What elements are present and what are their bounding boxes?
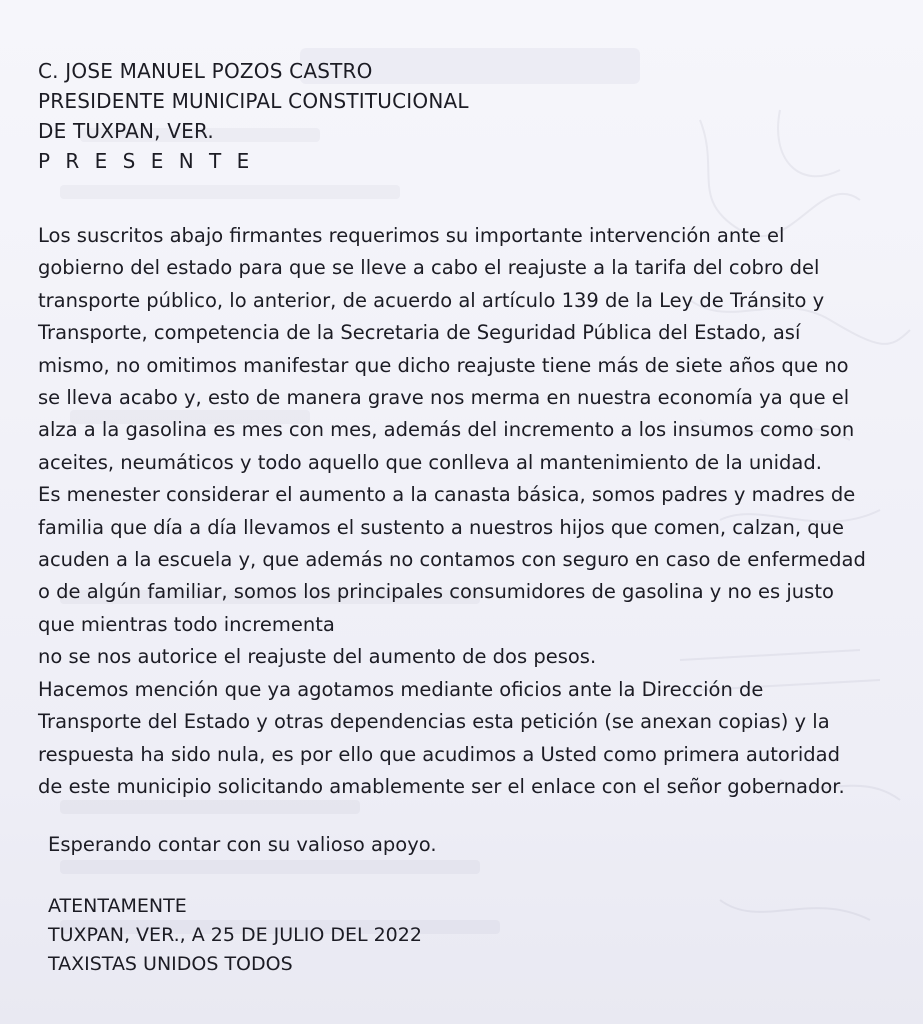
body-line: gobierno del estado para que se lleve a cabo el reajuste a la tarifa del cobro del	[38, 256, 820, 280]
addressee-location: DE TUXPAN, VER.	[38, 119, 214, 143]
greeting: P R E S E N T E	[38, 149, 254, 173]
body-line: aceites, neumáticos y todo aquello que conlleva al mantenimiento de la unidad.	[38, 450, 822, 474]
body-line: alza a la gasolina es mes con mes, además del incremento a los insumos como son	[38, 418, 855, 442]
body-line: transporte público, lo anterior, de acuerdo al artículo 139 de la Ley de Tránsito y	[38, 288, 825, 312]
body-line: Hacemos mención que ya agotamos mediante oficios ante la Dirección de	[38, 677, 764, 701]
body-line: Los suscritos abajo firmantes requerimos su importante intervención ante el	[38, 224, 785, 247]
addressee-name: C. JOSE MANUEL POZOS CASTRO	[38, 59, 373, 83]
organization-name: TAXISTAS UNIDOS TODOS	[48, 953, 293, 975]
body-line: Es menester considerar el aumento a la canasta básica, somos padres y madres de	[38, 483, 856, 507]
body-line: respuesta ha sido nula, es por ello que acudimos a Usted como primera autoridad	[38, 742, 840, 766]
body-line: de este municipio solicitando amablemente ser el enlace con el señor gobernador.	[38, 774, 845, 798]
body-line: se lleva acabo y, esto de manera grave nos merma en nuestra economía ya que el	[38, 386, 850, 410]
closing-line: Esperando contar con su valioso apoyo.	[48, 833, 437, 856]
body-line: no se nos autorice el reajuste del aumento de dos pesos.	[38, 645, 597, 669]
body-line: familia que día a día llevamos el sustento a nuestros hijos que comen, calzan, que	[38, 515, 844, 539]
addressee-block	[38, 56, 469, 176]
regards: ATENTAMENTE	[48, 895, 187, 917]
addressee-position: PRESIDENTE MUNICIPAL CONSTITUCIONAL	[38, 89, 469, 113]
body-line: o de algún familiar, somos los principales consumidores de gasolina y no es justo	[38, 580, 834, 604]
body-line: Transporte, competencia de la Secretaria de Seguridad Pública del Estado, así	[38, 321, 801, 345]
signature-block	[48, 892, 422, 979]
body-line: acuden a la escuela y, que además no contamos con seguro en caso de enfermedad	[38, 548, 866, 572]
letter-body	[38, 220, 918, 803]
body-line: Transporte del Estado y otras dependencias esta petición (se anexan copias) y la	[38, 710, 830, 734]
place-date: TUXPAN, VER., A 25 DE JULIO DEL 2022	[48, 924, 422, 946]
body-line: que mientras todo incrementa	[38, 612, 335, 636]
body-line: mismo, no omitimos manifestar que dicho reajuste tiene más de siete años que no	[38, 353, 849, 377]
